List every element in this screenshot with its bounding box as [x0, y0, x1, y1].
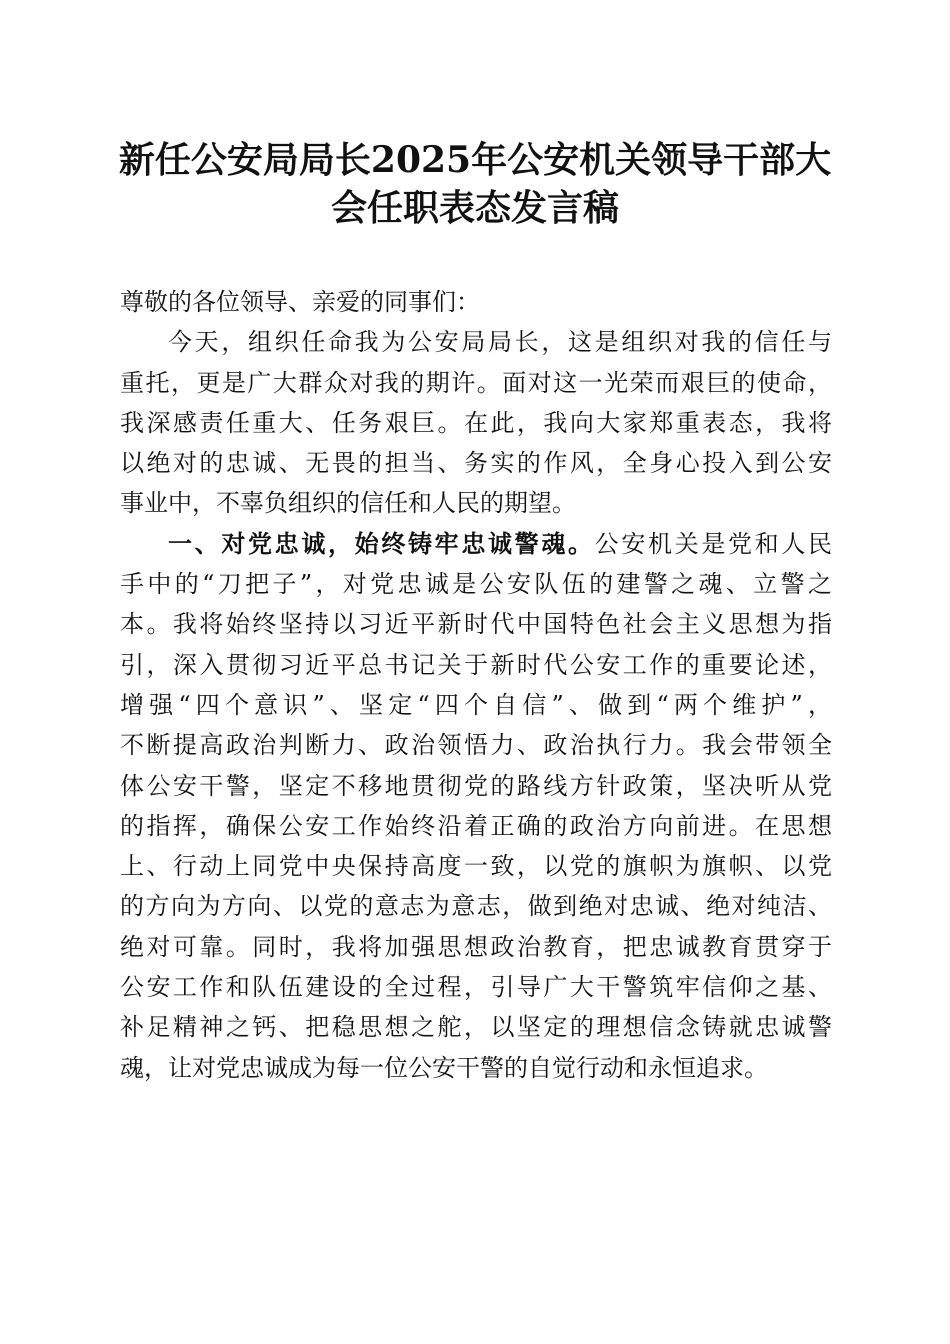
section-1-heading: 一、对党忠诚，始终铸牢忠诚警魂。	[168, 528, 595, 558]
document-body	[120, 282, 832, 1088]
salutation: 尊敬的各位领导、亲爱的同事们：	[120, 288, 480, 316]
paragraph-line: 增强“四个意识”、坚定“四个自信”、做到“两个维护”，	[120, 690, 832, 719]
paragraph-line: 绝对可靠。同时，我将加强思想政治教育，把忠诚教育贯穿于	[120, 932, 832, 961]
paragraph-line: 我深感责任重大、任务艰巨。在此，我向大家郑重表态，我将	[120, 408, 832, 437]
paragraph-line: 引，深入贯彻习近平总书记关于新时代公安工作的重要论述，	[120, 650, 832, 679]
paragraph-line: 魂，让对党忠诚成为每一位公安干警的自觉行动和永恒追求。	[120, 1053, 768, 1082]
title-line-1: 新任公安局局长2025年公安机关领导干部大	[118, 139, 832, 181]
section-1-first-line	[120, 524, 832, 564]
paragraph-line: 手中的“刀把子”，对党忠诚是公安队伍的建警之魂、立警之	[120, 570, 832, 599]
paragraph-line: 事业中，不辜负组织的信任和人民的期望。	[120, 489, 576, 518]
paragraph-line: 上、行动上同党中央保持高度一致，以党的旗帜为旗帜、以党	[120, 852, 832, 881]
title-line-2: 会任职表态发言稿	[330, 187, 619, 229]
paragraph-line: 重托，更是广大群众对我的期许。面对这一光荣而艰巨的使命，	[120, 368, 832, 397]
paragraph-line: 本。我将始终坚持以习近平新时代中国特色社会主义思想为指	[120, 610, 832, 639]
section-1	[120, 524, 832, 1088]
paragraph-line: 的方向为方向、以党的意志为意志，做到绝对忠诚、绝对纯洁、	[120, 892, 832, 921]
paragraph-line: 不断提高政治判断力、政治领悟力、政治执行力。我会带领全	[120, 731, 832, 760]
paragraph-line: 今天，组织任命我为公安局局长，这是组织对我的信任与	[168, 328, 832, 357]
paragraph-line: 以绝对的忠诚、无畏的担当、务实的作风，全身心投入到公安	[120, 449, 832, 478]
paragraph-line: 公安工作和队伍建设的全过程，引导广大干警筑牢信仰之基、	[120, 973, 832, 1002]
paragraph-line: 体公安干警，坚定不移地贯彻党的路线方针政策，坚决听从党	[120, 771, 832, 800]
paragraph-line: 补足精神之钙、把稳思想之舵，以坚定的理想信念铸就忠诚警	[120, 1013, 832, 1042]
paragraph-intro	[120, 322, 832, 523]
document-title	[100, 136, 850, 232]
paragraph-line: 的指挥，确保公安工作始终沿着正确的政治方向前进。在思想	[120, 811, 832, 840]
section-1-first-line-text: 公安机关是党和人民	[594, 529, 833, 558]
